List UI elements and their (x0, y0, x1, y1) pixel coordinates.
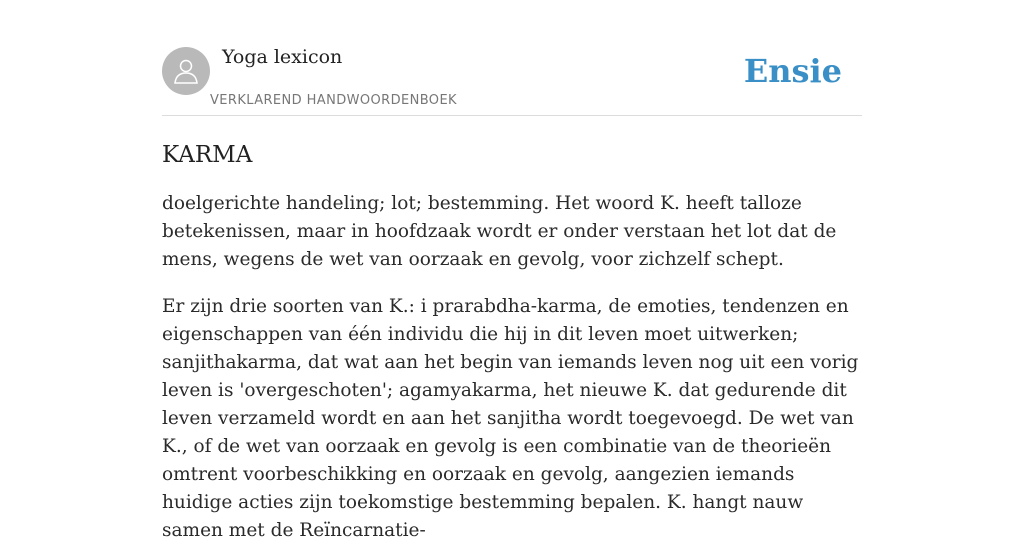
header (162, 0, 862, 116)
book-title[interactable]: Yoga lexicon (222, 46, 343, 68)
user-icon (171, 56, 201, 86)
entry-paragraph: Er zijn drie soorten van K.: i prarabdha-karma, de emoties, tendenzen en eigenschappen van één individu die hij in dit leven moet uitwerken; sanjithakarma, dat wat aan het begin van iemands leven nog uit een vorig leven is 'overgeschoten'; agamyakarma, het nieuwe K. dat gedurende dit leven verzameld wordt en aan het sanjitha wordt toegevoegd. De wet van K., of de wet van oorzaak en gevolg is een combinatie van de theorieën omtrent voorbeschikking en oorzaak en gevolg, aangezien iemands huidige acties zijn toekomstige bestemming bepalen. K. hangt nauw samen met de Reïncarnatie- (162, 296, 859, 541)
brand-logo[interactable]: Ensie (743, 52, 842, 90)
entry-paragraph: doelgerichte handeling; lot; bestemming. Het woord K. heeft talloze betekenissen, maar in hoofdzaak wordt er onder verstaan het lot dat de mens, wegens de wet van oorzaak en gevolg, voor zichzelf schept. (162, 193, 837, 270)
page-container (162, 0, 862, 545)
entry-title: KARMA (162, 142, 253, 168)
book-subtitle: VERKLAREND HANDWOORDENBOEK (210, 93, 457, 108)
avatar[interactable] (162, 47, 210, 95)
